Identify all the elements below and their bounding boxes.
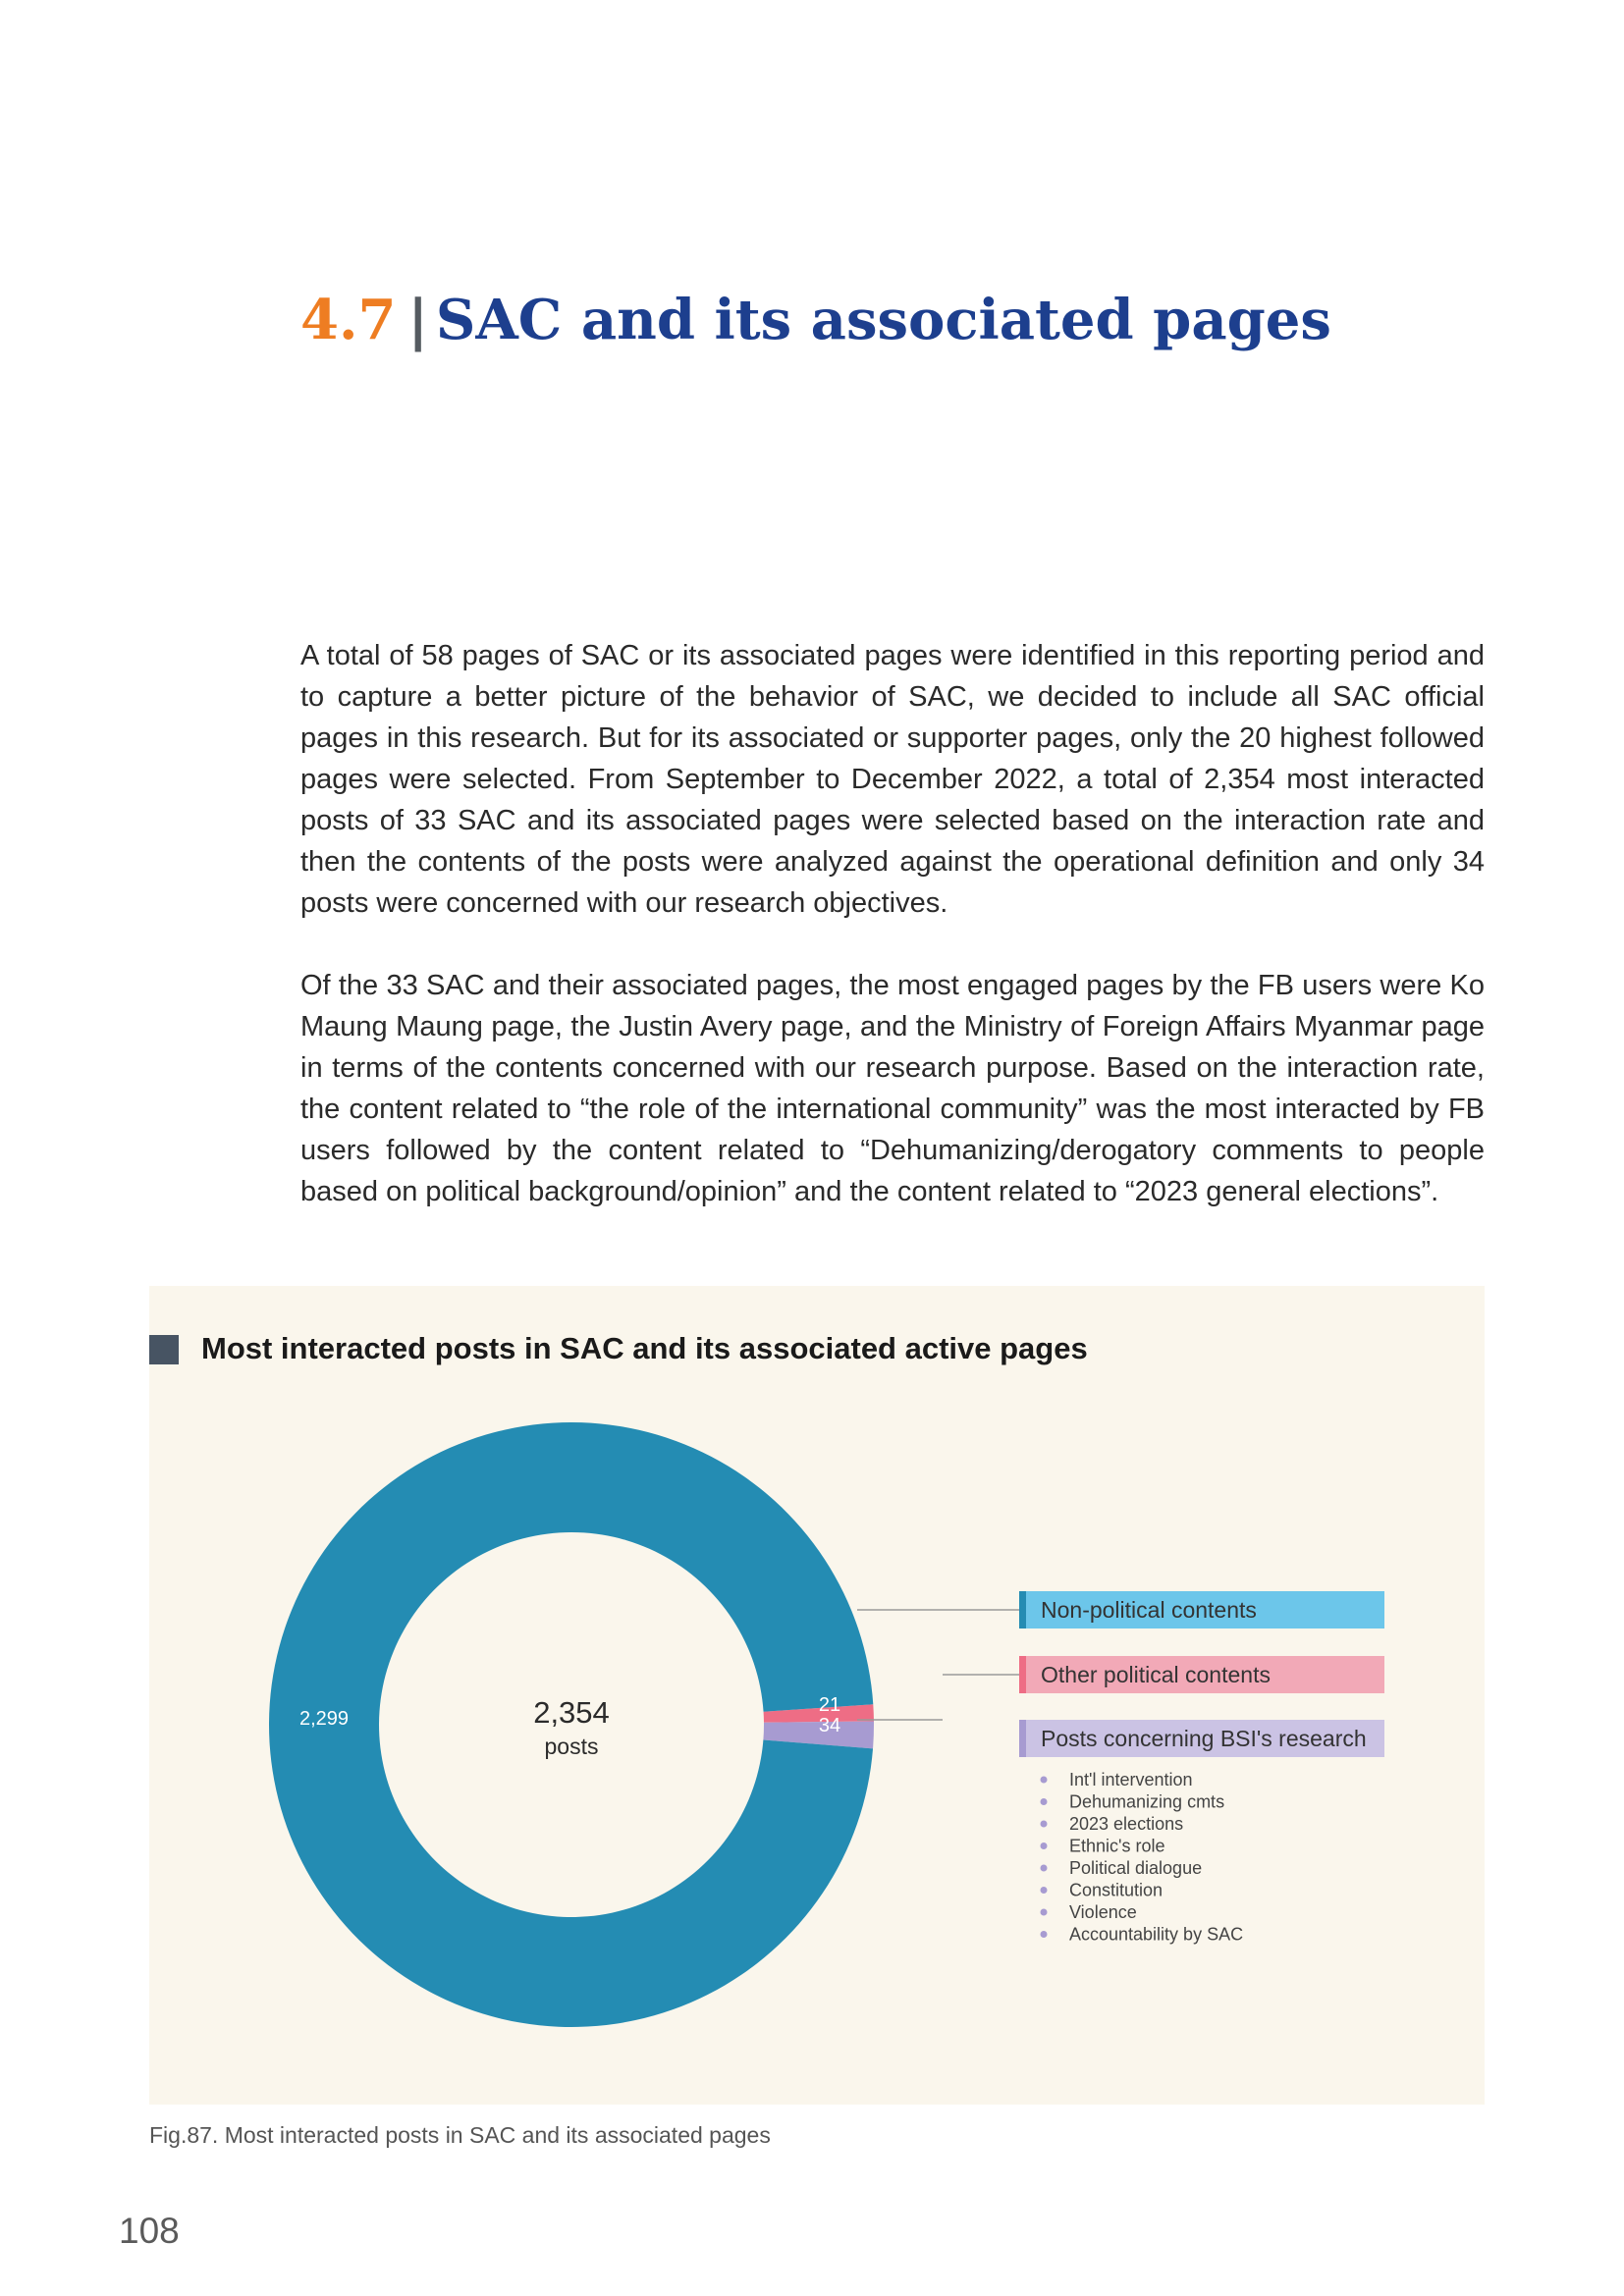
legend-accent-0: [1019, 1591, 1026, 1629]
topic-item-0: Int'l intervention: [1069, 1770, 1193, 1789]
topic-item-1: Dehumanizing cmts: [1069, 1791, 1225, 1812]
chart-legend: [1019, 1591, 1384, 1757]
body-paragraph-1: A total of 58 pages of SAC or its associated pages were identified in this reporting period and to capture a better picture of the behavior of SAC, we decided to include all SAC official pages in this research. But for its associated or supporter pages, only the 20 highest followed pages were selected. From September to December 2022, a total of 2,354 most interacted posts of 33 SAC and its associated pages were selected based on the interaction rate and then the contents of the posts were analyzed against the operational definition and only 34 posts were concerned with our research objectives.: [300, 640, 1485, 919]
topic-item-3: Ethnic's role: [1069, 1836, 1165, 1856]
leader-lines: [857, 1610, 1019, 1720]
topic-item-5: Constitution: [1069, 1880, 1164, 1900]
donut-total-unit: posts: [544, 1734, 599, 1759]
slice-value-label-1: 21: [818, 1694, 841, 1716]
topic-bullet-7: [1041, 1931, 1048, 1938]
figure-caption: Fig.87. Most interacted posts in SAC and its associated pages: [149, 2122, 771, 2148]
topic-item-6: Violence: [1069, 1902, 1137, 1922]
legend-label-1: Other political contents: [1041, 1662, 1271, 1687]
donut-total-value: 2,354: [533, 1695, 610, 1730]
slice-value-label-0: 2,299: [298, 1708, 350, 1730]
topic-item-2: 2023 elections: [1069, 1814, 1184, 1834]
page-number: 108: [119, 2211, 180, 2251]
topic-item-4: Political dialogue: [1069, 1858, 1203, 1878]
topic-bullet-4: [1041, 1865, 1048, 1872]
body-paragraph-2: Of the 33 SAC and their associated pages, the most engaged pages by the FB users were Ko Maung Maung page, the Justin Avery page, and the Ministry of Foreign Affairs Myanmar page in terms of the contents concerned with our research purpose. Based on the interaction rate, the content related to “the role of the international community” was the most interacted by FB users followed by the content related to “Dehumanizing/derogatory comments to people based on political background/opinion” and the content related to “2023 general elections”.: [300, 970, 1485, 1207]
topic-bullet-5: [1041, 1887, 1048, 1894]
topic-bullet-0: [1041, 1777, 1048, 1784]
section-number: 4.7: [300, 288, 397, 352]
slice-value-label-2: 34: [818, 1715, 841, 1736]
legend-accent-1: [1019, 1656, 1026, 1693]
topic-bullet-2: [1041, 1821, 1048, 1828]
legend-label-0: Non-political contents: [1041, 1597, 1257, 1623]
figure-title: Most interacted posts in SAC and its associated active pages: [201, 1331, 1088, 1365]
topic-item-7: Accountability by SAC: [1069, 1924, 1244, 1945]
section-separator: |: [407, 289, 428, 352]
topic-bullet-3: [1041, 1842, 1048, 1849]
topic-bullet-1: [1041, 1798, 1048, 1805]
legend-accent-2: [1019, 1720, 1026, 1757]
section-title: SAC and its associated pages: [435, 288, 1331, 352]
legend-label-2: Posts concerning BSI's research: [1041, 1726, 1367, 1751]
research-topics-list: [1041, 1770, 1244, 1945]
topic-bullet-6: [1041, 1909, 1048, 1916]
